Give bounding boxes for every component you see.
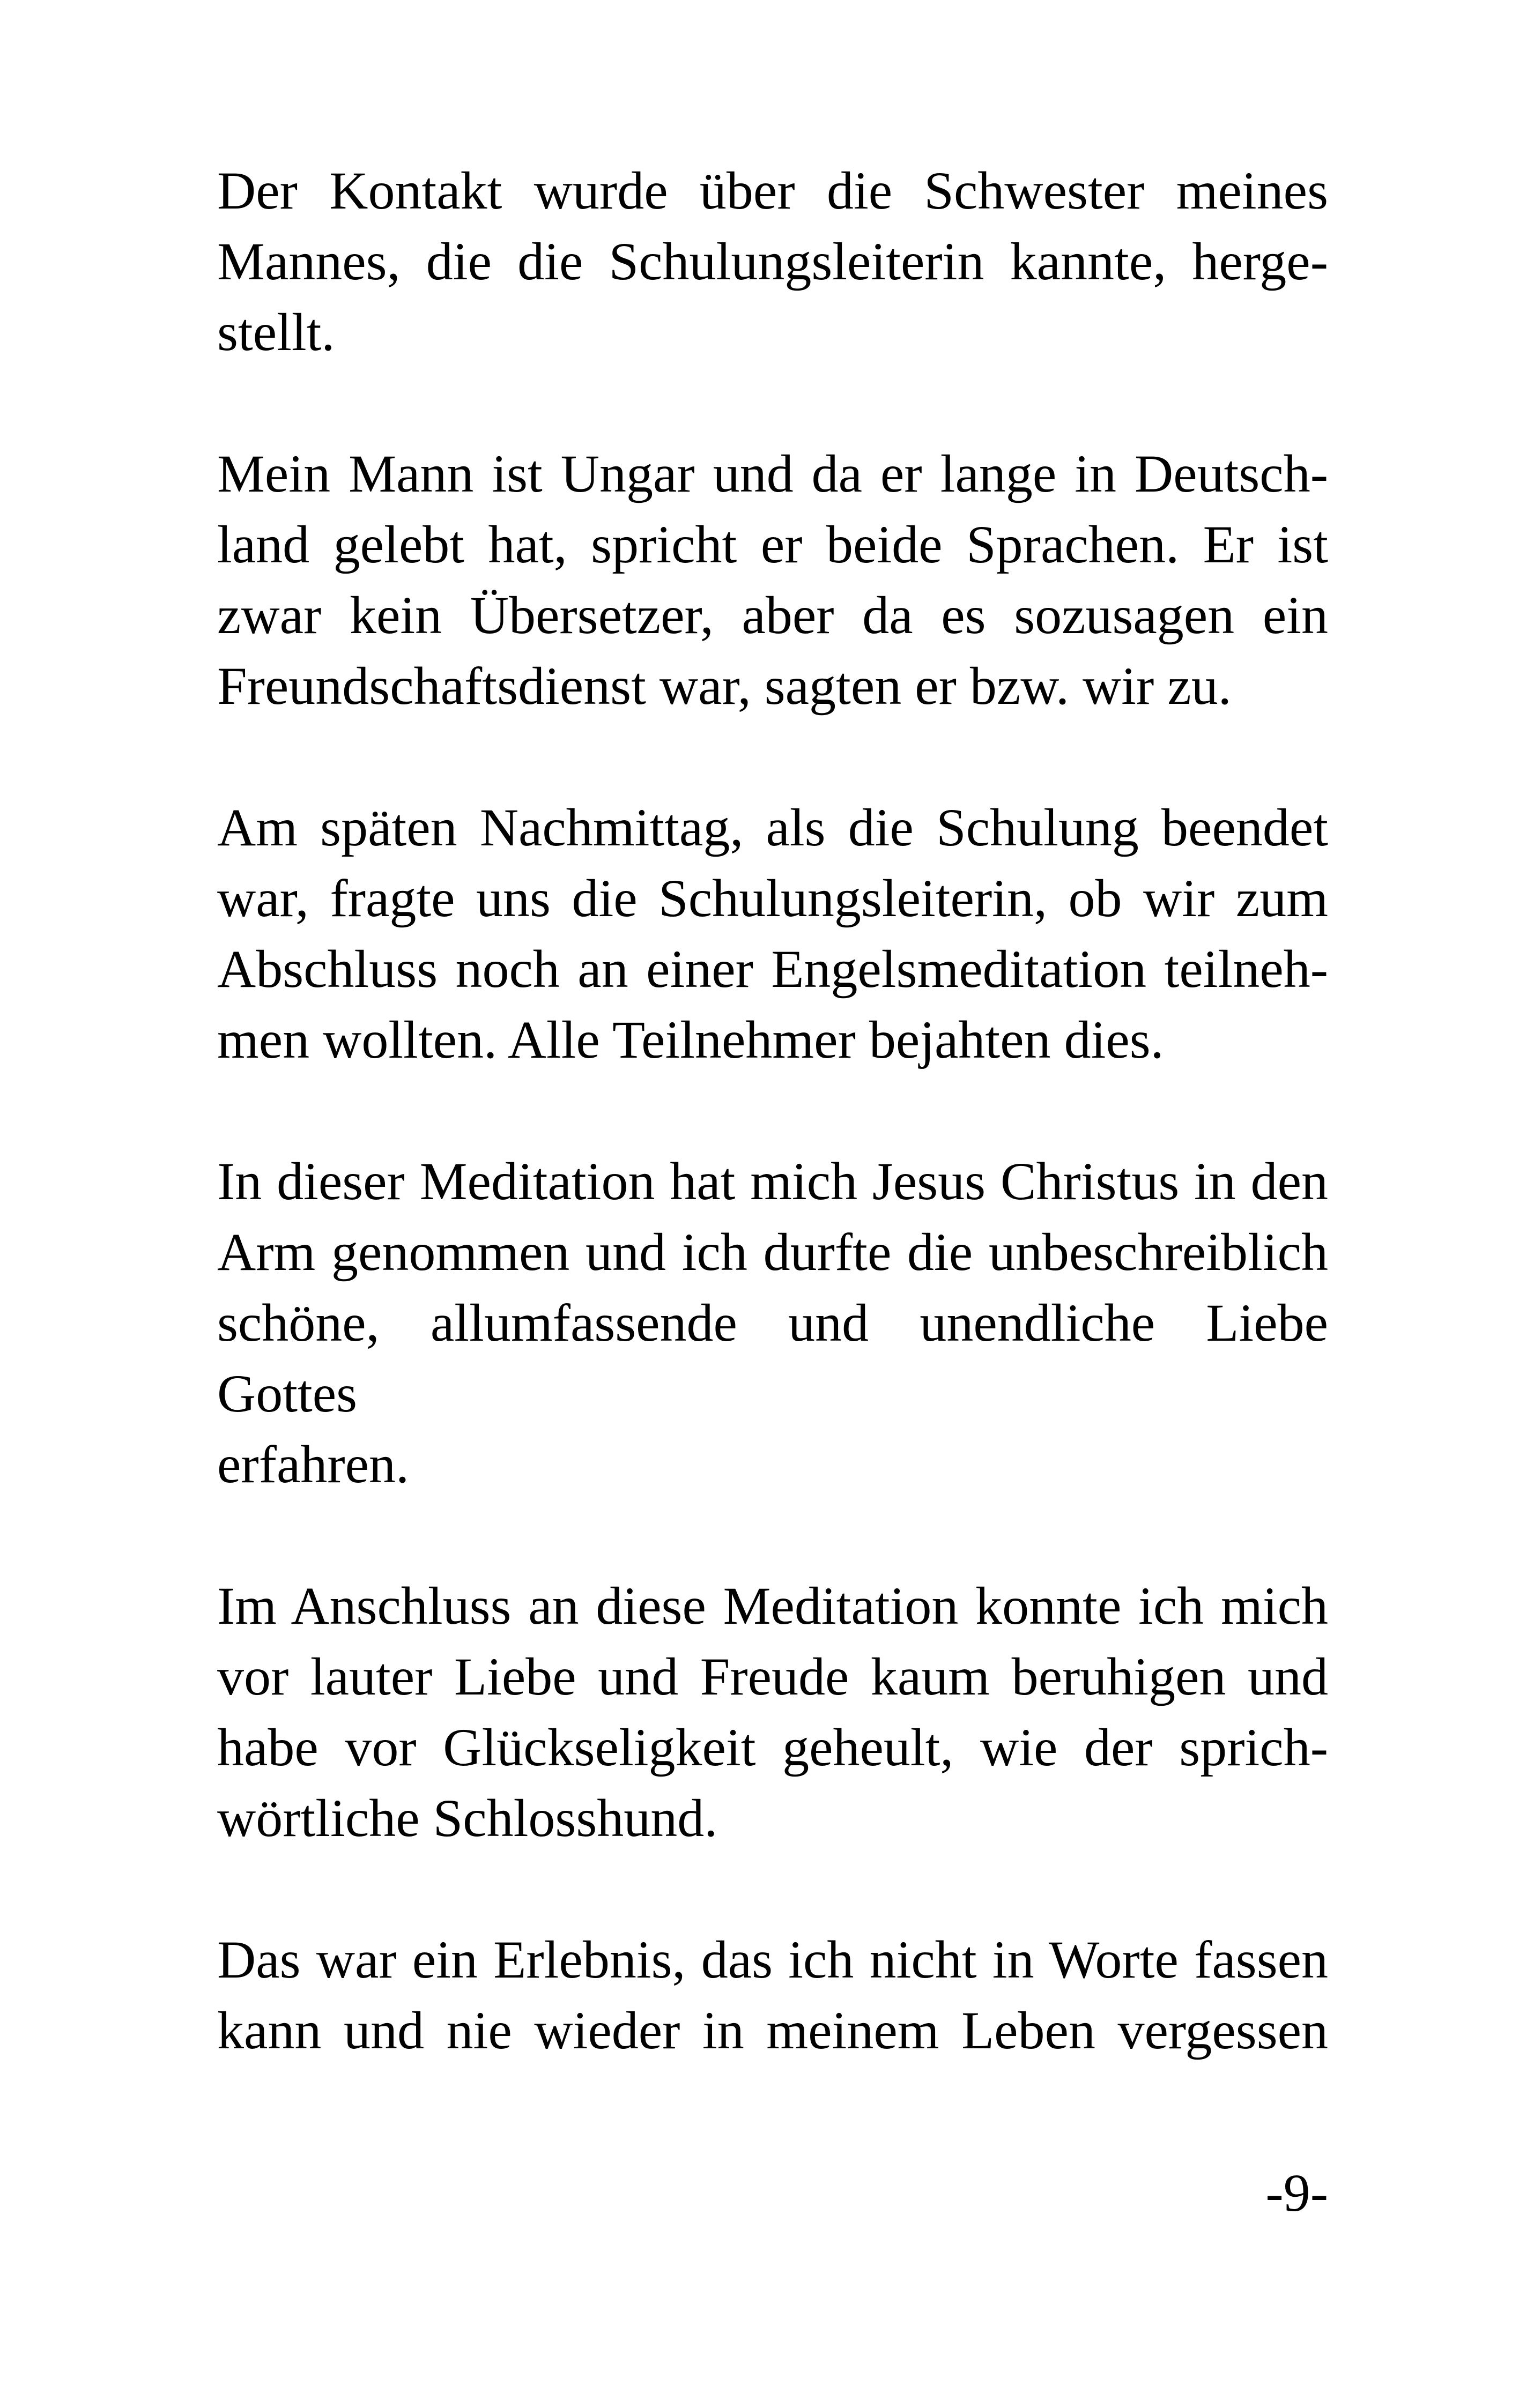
paragraph: [217, 1571, 1328, 1854]
text-line: stellt.: [217, 302, 335, 362]
text-line: Mannes, die die Schulungsleiterin kannte, herge-: [217, 232, 1328, 291]
text-line: war, fragte uns die Schulungsleiterin, ob wir zum: [217, 868, 1328, 928]
paragraph: [217, 1924, 1328, 2066]
text-line: vor lauter Liebe und Freude kaum beruhigen und: [217, 1647, 1328, 1706]
text-line: habe vor Glückseligkeit geheult, wie der sprich-: [217, 1718, 1328, 1777]
text-line: Arm genommen und ich durfte die unbeschreiblich: [217, 1222, 1328, 1282]
text-line: men wollten. Alle Teilnehmer bejahten dies.: [217, 1010, 1164, 1069]
text-line: Mein Mann ist Ungar und da er lange in Deutsch-: [217, 444, 1328, 503]
page-number-row: [217, 2158, 1328, 2228]
text-line: erfahren.: [217, 1435, 410, 1494]
text-line: land gelebt hat, spricht er beide Sprachen. Er ist: [217, 515, 1328, 574]
paragraph: [217, 155, 1328, 368]
page-text: [217, 155, 1328, 2066]
text-line: Der Kontakt wurde über die Schwester meines: [217, 161, 1328, 220]
text-line: Im Anschluss an diese Meditation konnte ich mich: [217, 1576, 1328, 1636]
text-line: Das war ein Erlebnis, das ich nicht in Worte fassen: [217, 1930, 1328, 1989]
text-line: zwar kein Übersetzer, aber da es sozusagen ein: [217, 585, 1328, 645]
paragraph: [217, 439, 1328, 722]
text-line: schöne, allumfassende und unendliche Liebe Gottes: [217, 1293, 1328, 1423]
page-number: -9-: [1265, 2163, 1328, 2223]
text-line: wörtliche Schlosshund.: [217, 1788, 718, 1848]
paragraph: [217, 1146, 1328, 1500]
text-line: In dieser Meditation hat mich Jesus Christus in den: [217, 1151, 1328, 1211]
paragraph: [217, 792, 1328, 1075]
text-line: Freundschaftsdienst war, sagten er bzw. wir zu.: [217, 656, 1232, 716]
text-line: Am späten Nachmittag, als die Schulung beendet: [217, 798, 1328, 857]
text-line: kann und nie wieder in meinem Leben vergessen: [217, 2001, 1328, 2060]
text-line: Abschluss noch an einer Engelsmeditation teilneh-: [217, 939, 1328, 999]
